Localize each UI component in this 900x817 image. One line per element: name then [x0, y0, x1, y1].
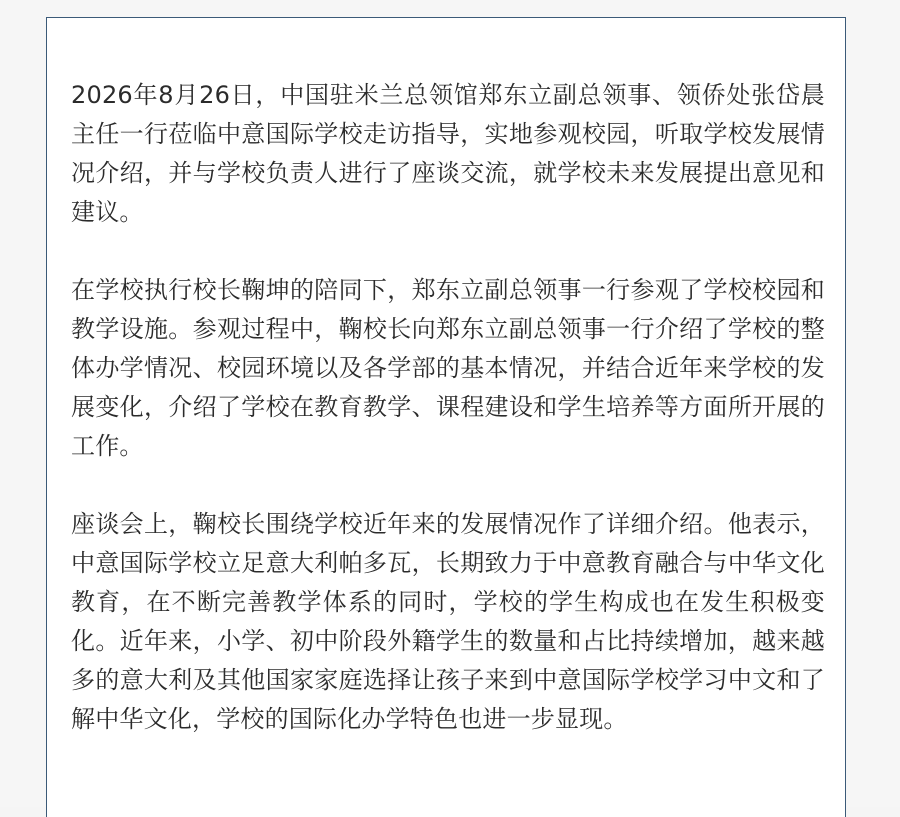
article-card — [46, 17, 846, 817]
article-paragraph-2: 在学校执行校长鞠坤的陪同下，郑东立副总领事一行参观了学校校园和教学设施。参观过程中，鞠校长向郑东立副总领事一行介绍了学校的整体办学情况、校园环境以及各学部的基本情况，并结合近年来学校的发展变化，介绍了学校在教育教学、课程建设和学生培养等方面所开展的工作。 — [71, 276, 825, 460]
article-paragraph-1: 2026年8月26日，中国驻米兰总领馆郑东立副总领事、领侨处张岱晨主任一行莅临中意国际学校走访指导，实地参观校园，听取学校发展情况介绍，并与学校负责人进行了座谈交流，就学校未来发展提出意见和建议。 — [71, 81, 825, 226]
article-body — [71, 76, 825, 778]
article-paragraph-3: 座谈会上，鞠校长围绕学校近年来的发展情况作了详细介绍。他表示，中意国际学校立足意大利帕多瓦，长期致力于中意教育融合与中华文化教育，在不断完善教学体系的同时，学校的学生构成也在发生积极变化。近年来，小学、初中阶段外籍学生的数量和占比持续增加，越来越多的意大利及其他国家家庭选择让孩子来到中意国际学校学习中文和了解中华文化，学校的国际化办学特色也进一步显现。 — [71, 510, 825, 733]
